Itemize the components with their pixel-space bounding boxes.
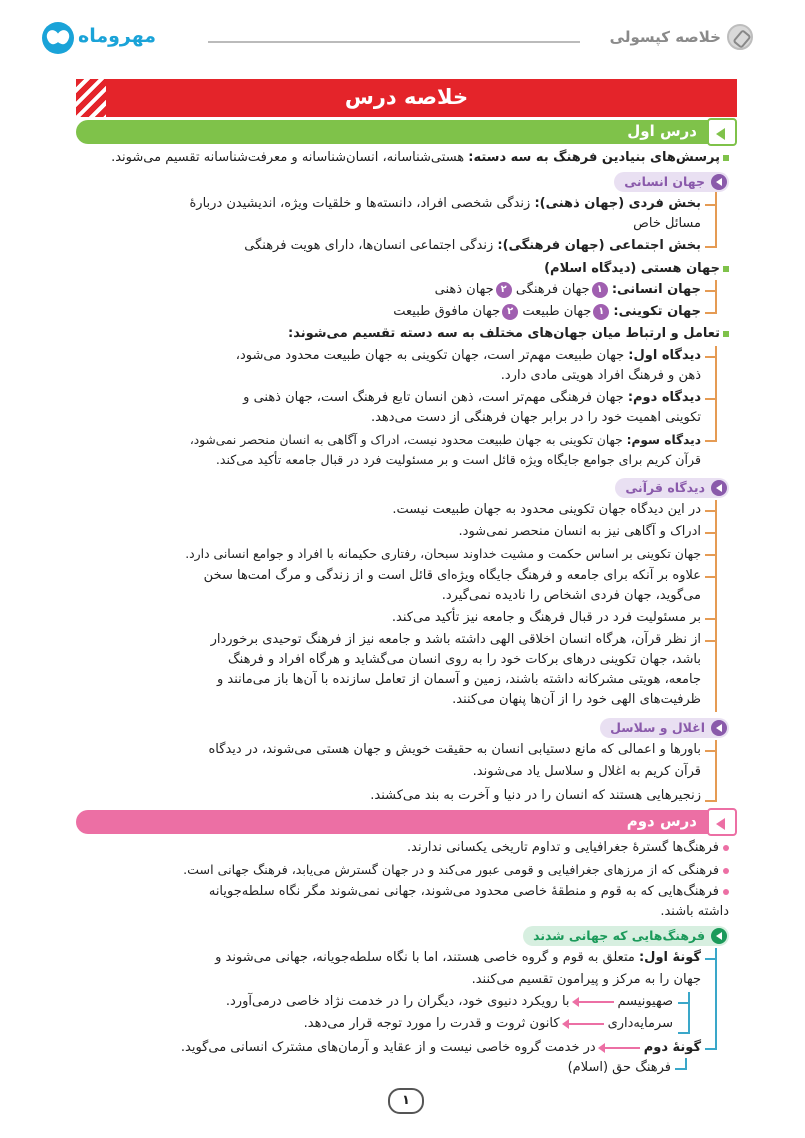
- quran-l6d: ظرفیت‌های الهی خود را از آن‌ها پنهان می‌کنند.: [452, 692, 701, 707]
- arrow-left-icon: [574, 1001, 614, 1003]
- dot-bullet-icon: [723, 889, 729, 895]
- zionism-line: صهیونیسمبا رویکرد دنیوی خود، دیگران را در خدمت نژاد خاصی درمی‌آورد.: [225, 994, 673, 1009]
- lesson1-bar: [76, 120, 737, 144]
- chains-l1: باورها و اعمالی که مانع دستیابی انسان به حقیقت خویش و جهان هستی می‌شوند، در دیدگاه: [208, 742, 701, 757]
- quran-l5: بر مسئولیت فرد در قبال فرهنگ و جامعه نیز تأکید می‌کند.: [391, 610, 701, 625]
- lesson2-p3: فرهنگ‌هایی که به قوم و منطقهٔ خاصی محدود می‌شوند، جهانی نمی‌شوند مگر نگاه سلطه‌جویانه: [209, 882, 729, 902]
- bracket-tick: [705, 640, 717, 642]
- badge-human-world: جهان انسانی: [614, 172, 729, 192]
- number-badge: ۱: [592, 282, 608, 298]
- chains-l1b: قرآن کریم به اغلال و سلاسل یاد می‌شوند.: [472, 764, 701, 779]
- view1: دیدگاه اول: جهان طبیعت مهم‌تر است، جهان تکوینی به جهان طبیعت محدود می‌شود،: [235, 348, 701, 363]
- quran-l4: علاوه بر آنکه برای جامعه و فرهنگ جایگاه ویژه‌ای قائل است و از زندگی و مرگ امت‌ها سخن: [203, 568, 701, 583]
- bracket-tick: [705, 576, 717, 578]
- bracket-tick: [705, 246, 717, 248]
- quran-l6: از نظر قرآن، هرگاه انسان اخلاقی الهی داشته باشد و جامعه نیز از فرهنگ توحیدی برخوردار: [210, 632, 701, 647]
- bracket-tick: [675, 1068, 687, 1070]
- lesson2-p2: فرهنگی که از مرزهای جغرافیایی و قومی عبور می‌کند و در جهان گسترش می‌یابد، فرهنگ جهانی است.: [183, 860, 729, 880]
- header-title: خلاصه کپسولی: [609, 28, 721, 46]
- bracket-tick: [705, 312, 717, 314]
- view2: دیدگاه دوم: جهان فرهنگی مهم‌تر است، ذهن انسان تابع فرهنگ است، جهان ذهنی و: [243, 390, 701, 405]
- bracket-tick: [705, 356, 717, 358]
- type2-b: فرهنگ حق (اسلام): [567, 1060, 671, 1075]
- quran-l2: ادراک و آگاهی نیز به انسان منحصر نمی‌شود.: [458, 524, 701, 539]
- view2-b: تکوینی اهمیت خود را در برابر جهان فرهنگی از دست می‌دهد.: [370, 410, 701, 425]
- view3: دیدگاه سوم: جهان تکوینی به جهان طبیعت محدود نیست، ادراک و آگاهی به انسان منحصر نمی‌شود،: [189, 433, 701, 447]
- bracket-line: [715, 346, 717, 442]
- badge-quran-view: دیدگاه قرآنی: [615, 478, 729, 498]
- intro-line: پرسش‌های بنیادین فرهنگ به سه دسته: هستی‌شناسانه، انسان‌شناسانه و معرفت‌شناسانه تقسیم می‌شوند.: [111, 148, 729, 168]
- number-badge: ۲: [496, 282, 512, 298]
- bracket-tick: [705, 290, 717, 292]
- social-line: بخش اجتماعی (جهان فرهنگی): زندگی اجتماعی انسان‌ها، دارای هویت فرهنگی: [244, 238, 701, 253]
- bracket-tick: [705, 398, 717, 400]
- bracket-tick: [705, 800, 717, 802]
- badge-global-cultures: فرهنگ‌هایی که جهانی شدند: [523, 926, 729, 946]
- lesson2-p1: فرهنگ‌ها گسترهٔ جغرافیایی و تداوم تاریخی یکسانی ندارند.: [407, 838, 729, 858]
- lesson1-title: درس اول: [627, 122, 697, 140]
- play-icon: [707, 118, 737, 146]
- type1: گونهٔ اول: متعلق به قوم و گروه خاصی هستند، اما با نگاه سلطه‌جویانه، جهانی می‌شوند و: [215, 950, 701, 965]
- quran-l6c: جامعه، هویتی مشرکانه داشته باشند، زمین و آسمان از تعامل سازنده با آن‌ها باز می‌مانند و: [217, 672, 701, 687]
- bracket-tick: [678, 1002, 690, 1004]
- bracket-tick: [705, 618, 717, 620]
- bracket-tick: [705, 1048, 717, 1050]
- existence-head: جهان هستی (دیدگاه اسلام): [544, 259, 729, 279]
- square-bullet-icon: [723, 155, 729, 161]
- play-icon: [707, 808, 737, 836]
- dot-bullet-icon: [723, 868, 729, 874]
- summary-banner: [76, 79, 737, 117]
- quran-l4b: می‌گوید، جهان فردی اشخاص را نادیده نمی‌گیرد.: [441, 588, 701, 603]
- interaction-head: تعامل و ارتباط میان جهان‌های مختلف به سه دسته تقسیم می‌شوند:: [288, 324, 729, 344]
- bracket-tick: [678, 1032, 690, 1034]
- dot-bullet-icon: [723, 845, 729, 851]
- bracket-tick: [705, 958, 717, 960]
- lesson2-p3b: داشته باشند.: [660, 904, 729, 919]
- existence-creation: جهان تکوینی: ۱جهان طبیعت ۲جهان مافوق طبیعت: [393, 304, 701, 319]
- lesson2-title: درس دوم: [626, 812, 697, 830]
- quran-l1: در این دیدگاه جهان تکوینی محدود به جهان طبیعت نیست.: [392, 502, 701, 517]
- bracket-line: [688, 992, 690, 1034]
- banner-title: خلاصه درس: [344, 85, 469, 109]
- chains-l2: زنجیرهایی هستند که انسان را در دنیا و آخرت به بند می‌کشند.: [370, 788, 701, 803]
- lesson2-bar: [76, 810, 737, 834]
- capitalism-line: سرمایه‌داریکانون ثروت و قدرت را مورد توجه قرار می‌دهد.: [303, 1016, 673, 1031]
- play-icon: [711, 174, 727, 190]
- bracket-tick: [705, 532, 717, 534]
- square-bullet-icon: [723, 331, 729, 337]
- bracket-tick: [705, 204, 717, 206]
- badge-chains: اغلال و سلاسل: [600, 718, 729, 738]
- page-number: ۱: [388, 1088, 424, 1114]
- number-badge: ۱: [593, 304, 609, 320]
- existence-human: جهان انسانی: ۱جهان فرهنگی ۲جهان ذهنی: [434, 282, 701, 297]
- pen-icon: [727, 24, 753, 50]
- bracket-tick: [705, 750, 717, 752]
- type1-b: جهان را به مرکز و پیرامون تقسیم می‌کنند.: [471, 972, 701, 987]
- arrow-left-icon: [600, 1047, 640, 1049]
- arrow-left-icon: [564, 1023, 604, 1025]
- bracket-line: [715, 280, 717, 314]
- bracket-tick: [705, 510, 717, 512]
- quran-l3: جهان تکوینی بر اساس حکمت و مشیت خداوند سبحان، رفتاری حکیمانه با افراد و جوامع انسانی دارد.: [185, 546, 701, 561]
- type2: گونهٔ دومدر خدمت گروه خاصی نیست و از عقاید و آرمان‌های مشترک انسانی می‌گوید.: [180, 1040, 701, 1055]
- play-icon: [711, 480, 727, 496]
- header-divider: [208, 41, 580, 43]
- view1-b: ذهن و فرهنگ افراد هویتی مادی دارد.: [500, 368, 701, 383]
- individual-line: بخش فردی (جهان ذهنی): زندگی شخصی افراد، دانسته‌ها و خلقیات ویژه، اندیشیدن دربارهٔ: [189, 196, 701, 211]
- view3-b: قرآن کریم برای جوامع جایگاه ویژه قائل است و بر مسئولیت فرد در قبال جامعه تأکید می‌کند.: [215, 452, 701, 467]
- play-icon: [711, 720, 727, 736]
- square-bullet-icon: [723, 266, 729, 272]
- play-icon: [711, 928, 727, 944]
- bracket-tick: [705, 440, 717, 442]
- bracket-line: [715, 192, 717, 248]
- individual-line-2: مسائل خاص: [633, 216, 701, 231]
- number-badge: ۲: [502, 304, 518, 320]
- bracket-tick: [705, 554, 717, 556]
- quran-l6b: باشد، جهان تکوینی درهای برکات خود را به روی انسان می‌گشاید و هرگاه افراد و فرهنگ: [228, 652, 701, 667]
- bracket-line: [715, 948, 717, 1050]
- logo-text: مهروماه: [78, 25, 157, 47]
- butterfly-icon: [42, 22, 74, 54]
